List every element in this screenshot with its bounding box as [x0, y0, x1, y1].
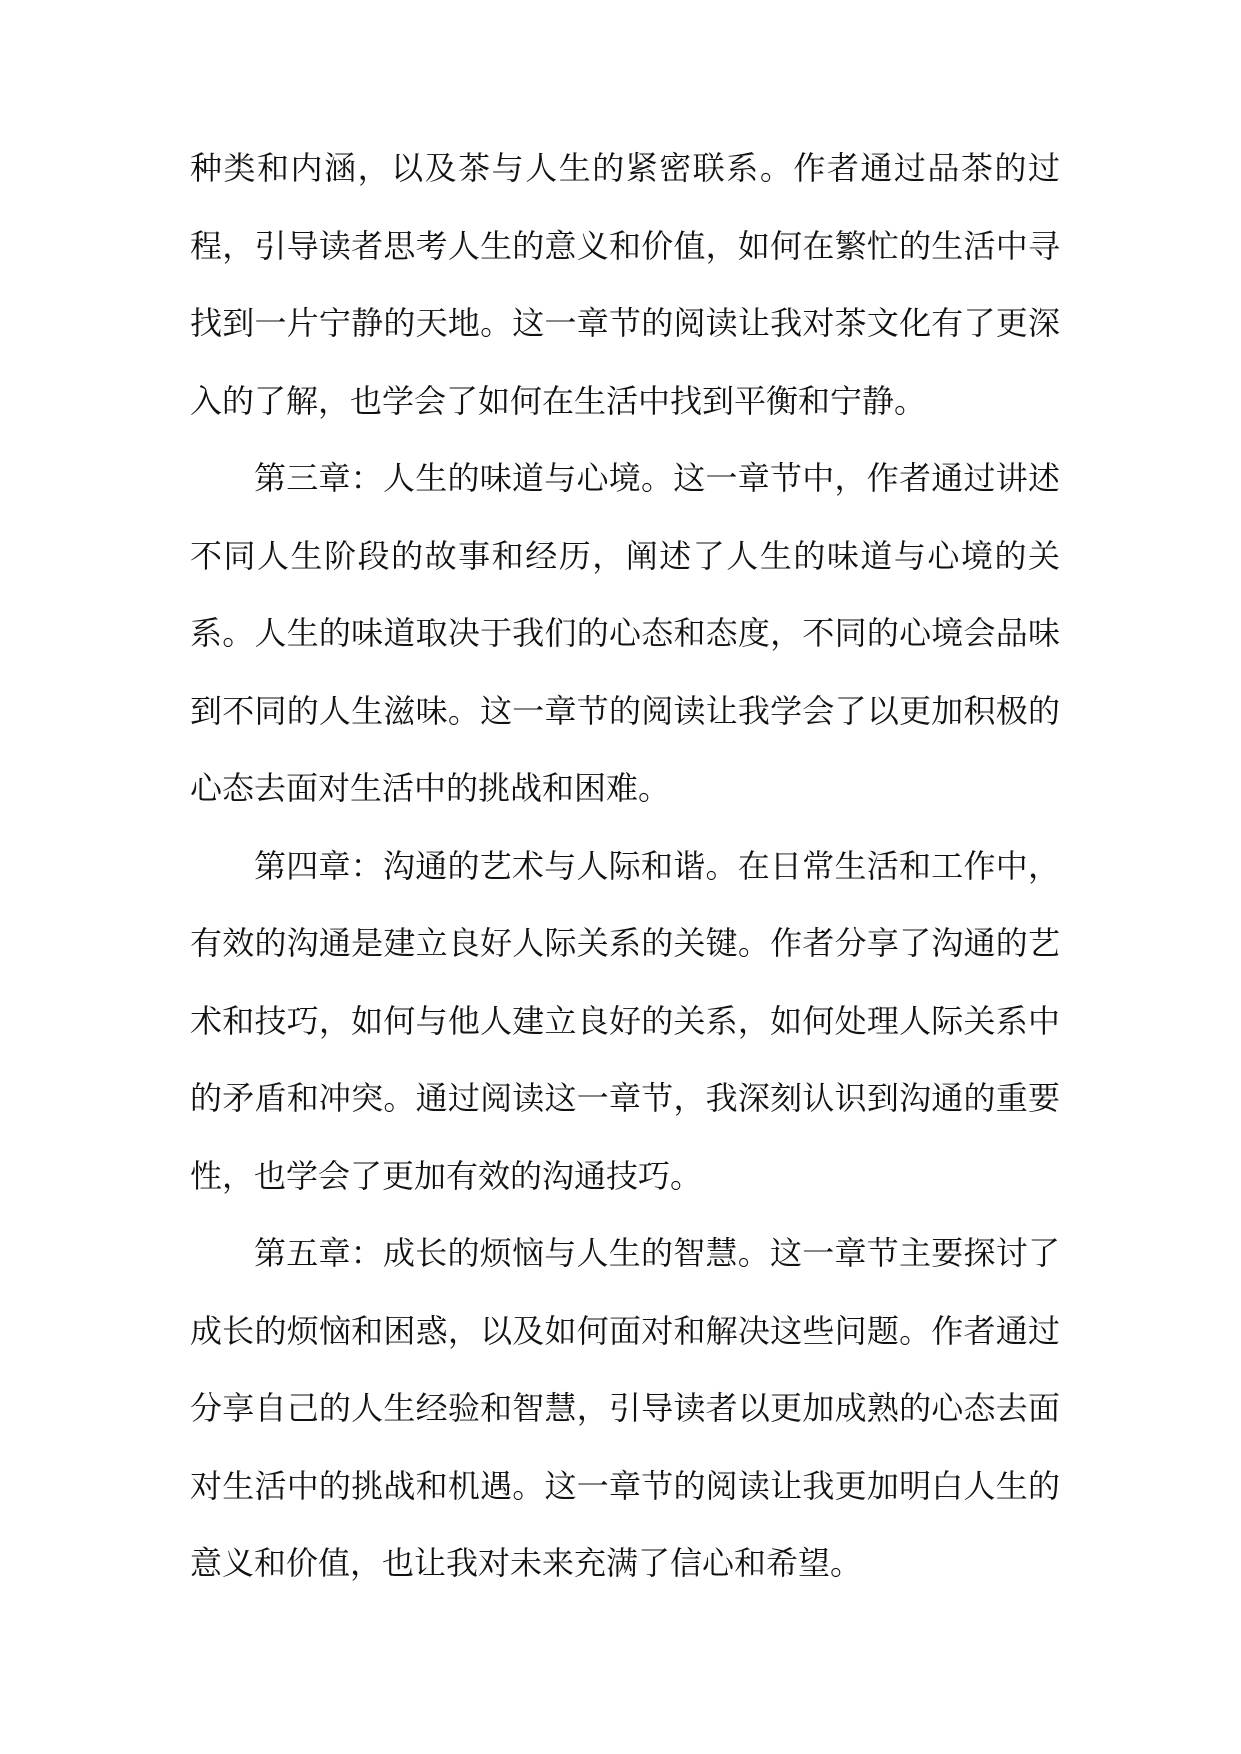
paragraph-chapter-4: 第四章：沟通的艺术与人际和谐。在日常生活和工作中，有效的沟通是建立良好人际关系的关键。作者分享了沟通的艺术和技巧，如何与他人建立良好的关系，如何处理人际关系中的矛盾和冲突。通过阅读这一章节，我深刻认识到沟通的重要性，也学会了更加有效的沟通技巧。 — [190, 846, 1060, 1195]
body-text — [190, 130, 1060, 1603]
paragraph-intro-continuation: 种类和内涵，以及茶与人生的紧密联系。作者通过品茶的过程，引导读者思考人生的意义和价值，如何在繁忙的生活中寻找到一片宁静的天地。这一章节的阅读让我对茶文化有了更深入的了解，也学会了如何在生活中找到平衡和宁静。 — [190, 149, 1060, 420]
paragraph-chapter-5: 第五章：成长的烦恼与人生的智慧。这一章节主要探讨了成长的烦恼和困惑，以及如何面对和解决这些问题。作者通过分享自己的人生经验和智慧，引导读者以更加成熟的心态去面对生活中的挑战和机遇。这一章节的阅读让我更加明白人生的意义和价值，也让我对未来充满了信心和希望。 — [190, 1234, 1060, 1582]
paragraph-chapter-3: 第三章：人生的味道与心境。这一章节中，作者通过讲述不同人生阶段的故事和经历，阐述了人生的味道与心境的关系。人生的味道取决于我们的心态和态度，不同的心境会品味到不同的人生滋味。这一章节的阅读让我学会了以更加积极的心态去面对生活中的挑战和困难。 — [190, 459, 1060, 807]
